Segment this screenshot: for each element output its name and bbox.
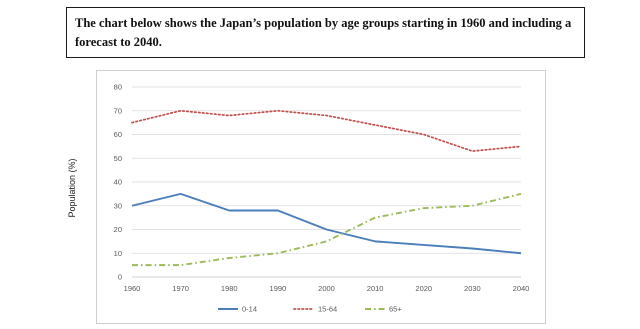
x-tick-label: 2000 <box>318 284 335 293</box>
series-line-15-64 <box>132 111 521 151</box>
y-tick-label: 10 <box>113 248 122 258</box>
y-tick-label: 50 <box>113 153 122 163</box>
y-tick-label: 30 <box>113 201 122 211</box>
x-tick-label: 2010 <box>366 284 384 293</box>
line-chart <box>67 71 547 325</box>
task-prompt-text: The chart below shows the Japan’s population by age groups starting in 1960 and including a forecast to 2040. <box>75 16 572 49</box>
y-axis-label: Population (%) <box>67 158 77 218</box>
legend-label: 15-64 <box>318 304 338 314</box>
y-tick-label: 40 <box>113 177 122 187</box>
y-tick-label: 0 <box>117 272 122 282</box>
series-line-0-14 <box>132 194 521 253</box>
x-tick-label: 1980 <box>220 284 238 293</box>
x-tick-label: 2040 <box>512 284 530 293</box>
legend-label: 65+ <box>389 304 402 314</box>
y-tick-label: 20 <box>113 225 122 234</box>
x-tick-label: 1990 <box>269 284 287 293</box>
x-tick-label: 2030 <box>464 284 481 293</box>
chart-frame <box>67 70 546 324</box>
x-tick-label: 1960 <box>123 284 141 293</box>
y-tick-label: 60 <box>113 130 122 139</box>
x-tick-label: 1970 <box>172 284 189 293</box>
y-tick-label: 80 <box>113 82 122 92</box>
y-tick-label: 70 <box>113 106 122 116</box>
legend-label: 0-14 <box>242 304 258 314</box>
x-tick-label: 2020 <box>415 284 433 293</box>
task-prompt-box <box>66 7 585 58</box>
